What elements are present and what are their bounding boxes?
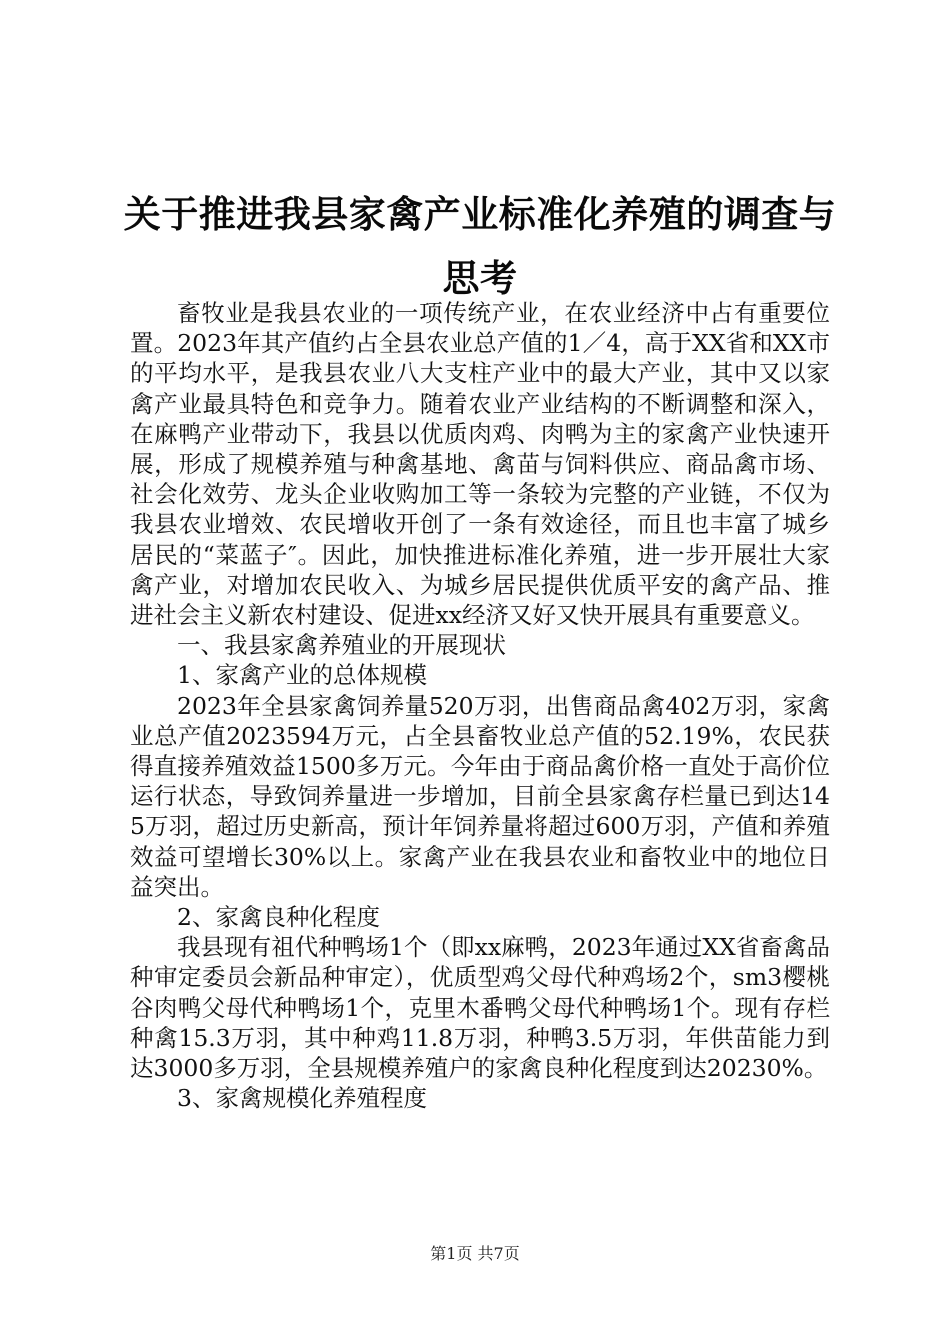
paragraph-scale: 2023年全县家禽饲养量520万羽，出售商品禽402万羽，家禽业总产值2023594万元，占全县畜牧业总产值的52.19%，农民获得直接养殖效益1500多万元。今年由于商品禽价格一直处于高价位运行状态，导致饲养量进一步增加，目前全县家禽存栏量已到达145万羽，超过历史新高，预计年饲养量将超过600万羽，产值和养殖效益可望增长30%以上。家禽产业在我县农业和畜牧业中的地位日益突出。 <box>130 691 830 901</box>
page-footer: 第1页 共7页 <box>430 1244 520 1263</box>
document-body <box>130 298 830 1113</box>
paragraph-intro: 畜牧业是我县农业的一项传统产业，在农业经济中占有重要位置。2023年其产值约占全县农业总产值的1／4，高于XX省和XX市的平均水平，是我县农业八大支柱产业中的最大产业，其中又以家禽产业最具特色和竞争力。随着农业产业结构的不断调整和深入，在麻鸭产业带动下，我县以优质肉鸡、肉鸭为主的家禽产业快速开展，形成了规模养殖与种禽基地、禽苗与饲料供应、商品禽市场、社会化效劳、龙头企业收购加工等一条较为完整的产业链，不仅为我县农业增效、农民增收开创了一条有效途径，而且也丰富了城乡居民的“菜蓝子″。因此，加快推进标准化养殖，进一步开展壮大家禽产业，对增加农民收入、为城乡居民提供优质平安的禽产品、推进社会主义新农村建设、促进xx经济又好又快开展具有重要意义。 <box>130 299 830 630</box>
subsection-heading-2: 2、家禽良种化程度 <box>177 903 380 932</box>
subsection-heading-3: 3、家禽规模化养殖程度 <box>177 1084 427 1113</box>
subsection-heading-1: 1、家禽产业的总体规模 <box>177 661 427 690</box>
document-title: 关于推进我县家禽产业标准化养殖的调查与思考 <box>123 193 837 300</box>
section-heading-1: 一、我县家禽养殖业的开展现状 <box>177 631 506 660</box>
paragraph-breeds: 我县现有祖代种鸭场1个（即xx麻鸭，2023年通过XX省畜禽品种审定委员会新品种审定），优质型鸡父母代种鸡场2个，sm3樱桃谷肉鸭父母代种鸭场1个，克里木番鸭父母代种鸭场1个。现有存栏种禽15.3万羽，其中种鸡11.8万羽，种鸭3.5万羽，年供苗能力到达3000多万羽，全县规模养殖户的家禽良种化程度到达20230%。 <box>130 933 830 1083</box>
